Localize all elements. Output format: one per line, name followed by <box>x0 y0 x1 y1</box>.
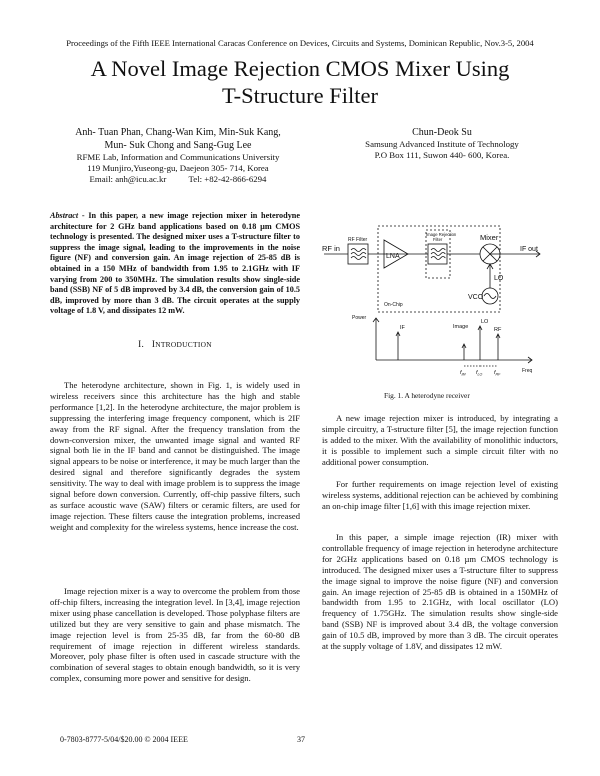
abstract-text: - In this paper, a new image rejection mixer in heterodyne architecture for 2 GHz band applications based on 0.18 µm CMOS technology is presented. The designed mixer uses a T-structure filter to suppress the image signal, leading to the improvements in the noise figure (NF) and conversion gain. An image rejection of 25-85 dB is obtained in a 150 MHz of bandwidth from 1.95 to 2.1GHz with IF varying from 200 to 350MHz. The simulation results show single-side band (SSB) NF of 5 dB improved by 3.4 dB, the conversion gain of 10.5 dB, improved by more than 3 dB. The circuit operates at the supply voltage of 1.8 V, and dissipates 12 mW. <box>50 211 300 316</box>
vco-label: VCO <box>468 294 484 301</box>
block-labels <box>322 232 538 308</box>
author-names-line-1: Anh- Tuan Phan, Chang-Wan Kim, Min-Suk Kang, <box>75 127 281 138</box>
on-chip-label: On-Chip <box>384 302 403 308</box>
image-filter-block <box>428 244 447 264</box>
rf-spectrum-label: RF <box>494 327 502 333</box>
if-out-label: IF out <box>520 246 538 253</box>
abstract <box>50 211 300 317</box>
running-head: Proceedings of the Fifth IEEE International Caracas Conference on Devices, Circuits and Systems, Dominican Republic, Nov.3-5, 2004 <box>66 38 534 48</box>
lna-label: LNA <box>386 253 400 260</box>
abstract-lead: Abstract <box>50 211 79 220</box>
footer-isbn: 0-7803-8777-5/04/$20.00 © 2004 IEEE <box>60 735 188 744</box>
left-paragraph-1: The heterodyne architecture, shown in Fig. 1, is widely used in wireless receivers since this architecture has the high and stable performance [1,2]. In the heterodyne architecture, the major problem is suppressing the interfering image frequency component, which is 2IF away from the RF signal. After the frequency translation from the down-conversion mixer, the unwanted image signal and wanted RF signal both lie in the IF band and cannot be distinguished. The image signal appears to be noise or interference, it may be much larger than the desired signal and therefore significantly degrades the system sensitivity. The way to deal with image problem is to suppress the image signal before down conversion. Currently, off-chip passive filters, such as surface acoustic wave (SAW) filters or ceramic filters, are used for image rejection. These filters cause the integration problems, increased weight and complexity for the wireless systems, hence increase the cost. <box>50 380 300 532</box>
f-lo-label: $f_{LO}$ <box>476 370 483 377</box>
contact-line <box>48 174 308 185</box>
left-paragraph-2: Image rejection mixer is a way to overcome the problem from those off-chip filters, increasing the integration level. In [3,4], image rejection mixer using phase cancellation is developed. Those polyphase filters are utilized but they are very sensitive to gain and phase mismatch. The image rejection level is from 25-35 dB, far from the 60-80 dB requirement of image rejection in different wireless standards. Moreover, poly phase filter is often used in cascade structure with the combination of several stages to obtain enough bandwidth, so it is very complex, consuming more power and sensitive for design. <box>50 586 300 684</box>
section-numeral: I. <box>138 339 145 349</box>
authors-right <box>322 126 562 161</box>
image-filter-label-1: Image Rejection <box>426 232 457 237</box>
affiliation-line-2: 119 Munjiro,Yuseong-gu, Daejeon 305- 714, Korea <box>87 163 269 173</box>
affiliation-line-1: RFME Lab, Information and Communications University <box>76 152 280 162</box>
affiliation-right-1: Samsung Advanced Institute of Technology <box>365 139 519 149</box>
freq-label: Freq <box>522 368 533 374</box>
authors-left <box>48 126 308 185</box>
title-line-1: A Novel Image Rejection CMOS Mixer Using <box>90 56 510 81</box>
author-name-right: Chun-Deok Su <box>412 127 472 138</box>
power-label: Power <box>352 315 367 321</box>
if-spectrum-label: IF <box>400 325 405 331</box>
section-heading-introduction <box>50 339 300 349</box>
affiliation-right-2: P.O Box 111, Suwon 440- 600, Korea. <box>374 150 510 160</box>
author-names-line-2: Mun- Suk Chong and Sang-Gug Lee <box>104 140 252 151</box>
section-rest: NTRODUCTION <box>155 340 212 349</box>
section-first-letter: I <box>151 339 156 349</box>
right-paragraph-3: In this paper, a simple image rejection (IR) mixer with controllable frequency of image rejection in heterodyne architecture for 2GHz applications based on 0.18 µm CMOS technology is introduced. The designed mixer uses a T-structure filter to suppress the image signal to improve the noise figure (NF) and conversion gain. An image rejection of 25-85 dB is obtained in a 150MHz of bandwidth from 1.95 to 2.1GHz, with local oscillator (LO) frequency of 1.75GHz. The simulation results show single-side band (SSB) NF is improved about 3.4 dB, the voltage conversion gain of 10.5 dB, improved by more than 3 dB. The circuit operates at the supply voltage of 1.8V, and dissipates 12 mW. <box>322 532 558 652</box>
lo-label: LO <box>494 275 504 282</box>
figure-1-caption: Fig. 1. A heterodyne receiver <box>384 391 470 400</box>
rf-in-label: RF in <box>322 244 340 253</box>
author-email: Email: anh@icu.ac.kr <box>89 174 167 184</box>
author-tel: Tel: +82-42-866-6294 <box>188 174 267 184</box>
footer-page-number: 37 <box>297 735 305 744</box>
title-line-2: T-Structure Filter <box>221 83 379 108</box>
figure-1 <box>322 212 552 384</box>
f-img-label: $f_{IM}$ <box>460 370 466 377</box>
paper-title <box>0 55 600 109</box>
spectrum-labels <box>352 315 533 377</box>
lo-spectrum-label: LO <box>481 319 489 325</box>
image-spectrum-label: Image <box>453 324 469 330</box>
image-filter-label-2: Filter <box>433 237 443 242</box>
rf-filter-label: RF Filter <box>348 237 368 243</box>
right-paragraph-2: For further requirements on image rejection level of existing wireless systems, additional rejection can be achieved by combining an on-chip image filter [1,6] with this image rejection mixer. <box>322 479 558 511</box>
right-paragraph-1: A new image rejection mixer is introduced, by integrating a simple circuitry, a T-structure filter [5], the image rejection function is added to the mixer. With the availability of monolithic inductors, it is possible to implement such a simple circuit filter with no additional power consumption. <box>322 413 558 467</box>
f-rf-label: $f_{RF}$ <box>494 370 501 377</box>
mixer-label: Mixer <box>480 233 499 242</box>
